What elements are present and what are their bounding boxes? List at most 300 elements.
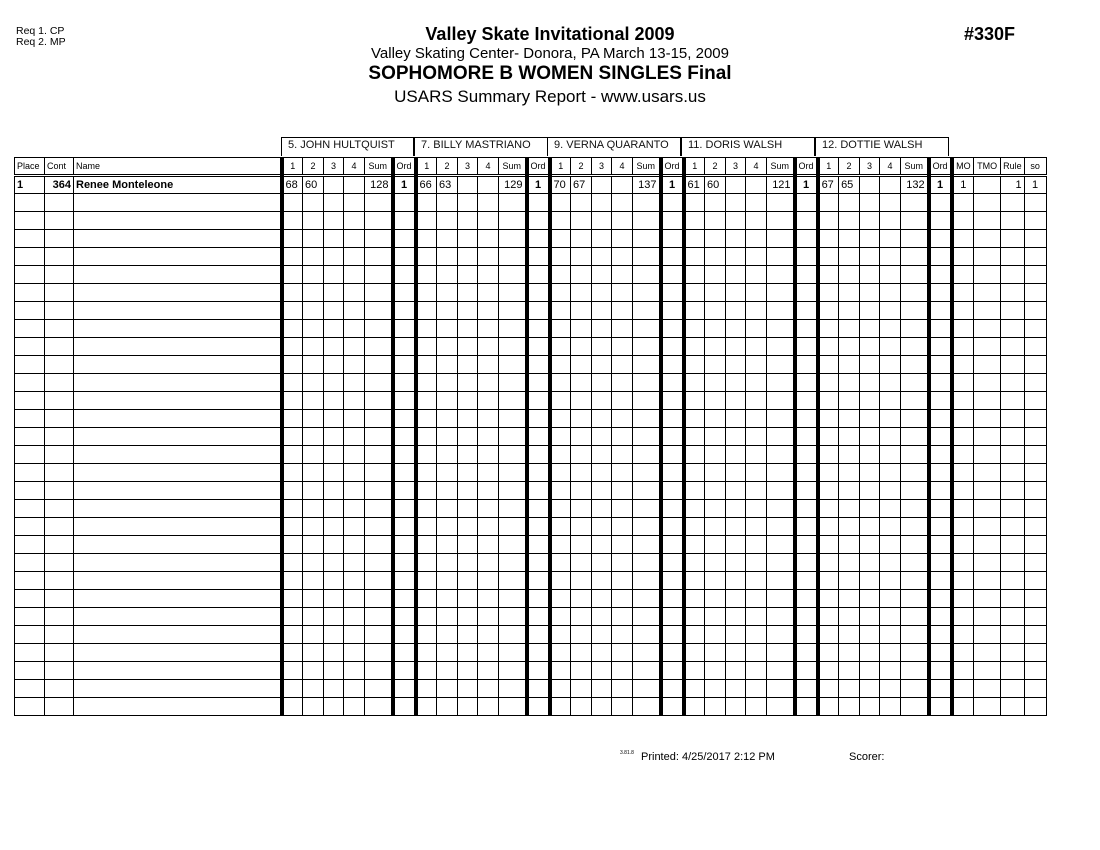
judge3-sum-cell bbox=[633, 500, 661, 518]
judge5-3-cell bbox=[860, 698, 880, 716]
rule-cell bbox=[1001, 302, 1025, 320]
judge3-ord-cell bbox=[661, 410, 684, 428]
judge2-sum-cell bbox=[499, 320, 527, 338]
tmo-cell bbox=[974, 248, 1001, 266]
judge1-3-cell bbox=[324, 356, 344, 374]
judge1-sum-cell bbox=[365, 536, 393, 554]
judge1-sum-cell bbox=[365, 284, 393, 302]
judge4-sum-cell bbox=[767, 644, 795, 662]
judge3-1-cell bbox=[550, 356, 571, 374]
judge2-1-cell bbox=[416, 212, 437, 230]
rule-cell bbox=[1001, 392, 1025, 410]
mo-cell bbox=[952, 626, 974, 644]
judge1-ord-cell bbox=[393, 392, 416, 410]
judge5-sum-cell bbox=[901, 248, 929, 266]
judge3-ord-cell bbox=[661, 356, 684, 374]
judge1-3-cell bbox=[324, 644, 344, 662]
judge2-4-cell bbox=[478, 680, 499, 698]
judge3-2-cell bbox=[571, 194, 592, 212]
judge5-ord-cell bbox=[929, 626, 952, 644]
judge1-2-cell bbox=[303, 644, 324, 662]
judge3-4-cell bbox=[612, 176, 633, 194]
judge4-sum-cell bbox=[767, 428, 795, 446]
judge4-4-cell bbox=[746, 266, 767, 284]
judge1-4-cell bbox=[344, 554, 365, 572]
table-row bbox=[15, 590, 1047, 608]
so-cell bbox=[1024, 356, 1046, 374]
mo-cell bbox=[952, 230, 974, 248]
judge2-ord-cell bbox=[527, 698, 550, 716]
judge1-2-cell bbox=[303, 338, 324, 356]
judge5-ord-cell bbox=[929, 428, 952, 446]
place-cell bbox=[15, 554, 45, 572]
tmo-cell bbox=[974, 464, 1001, 482]
judge1-2-cell bbox=[303, 698, 324, 716]
judge4-ord-cell bbox=[795, 500, 818, 518]
judge5-4-cell bbox=[880, 698, 901, 716]
judge4-4-cell bbox=[746, 392, 767, 410]
judge2-4-cell bbox=[478, 212, 499, 230]
judge4-3-cell bbox=[726, 572, 746, 590]
mo-cell bbox=[952, 698, 974, 716]
tmo-cell bbox=[974, 536, 1001, 554]
judge4-4-cell bbox=[746, 554, 767, 572]
judge4-4-cell bbox=[746, 428, 767, 446]
judge2-4-cell bbox=[478, 662, 499, 680]
judge5-3-cell bbox=[860, 356, 880, 374]
judge3-sum-cell bbox=[633, 698, 661, 716]
tmo-cell bbox=[974, 680, 1001, 698]
judge3-4-cell bbox=[612, 536, 633, 554]
judge3-3-cell bbox=[592, 266, 612, 284]
judge2-ord-cell bbox=[527, 248, 550, 266]
judge1-sum-cell bbox=[365, 572, 393, 590]
judge1-2-cell bbox=[303, 536, 324, 554]
mo-cell bbox=[952, 356, 974, 374]
judge4-4-cell bbox=[746, 410, 767, 428]
so-cell bbox=[1024, 626, 1046, 644]
so-cell bbox=[1024, 374, 1046, 392]
judge2-2-cell bbox=[437, 590, 458, 608]
judge3-1-cell bbox=[550, 428, 571, 446]
judge3-ord-cell bbox=[661, 446, 684, 464]
judge5-sum-cell bbox=[901, 266, 929, 284]
judge2-2-cell bbox=[437, 446, 458, 464]
judge4-2-cell bbox=[705, 698, 726, 716]
judge4-2-cell bbox=[705, 626, 726, 644]
judge3-4-cell bbox=[612, 500, 633, 518]
judge1-1-cell bbox=[282, 554, 303, 572]
judge1-sum-cell bbox=[365, 500, 393, 518]
judge2-ord-cell bbox=[527, 392, 550, 410]
judge2-sum-cell bbox=[499, 662, 527, 680]
judge5-3-cell bbox=[860, 194, 880, 212]
judge3-3-cell bbox=[592, 518, 612, 536]
table-row bbox=[15, 662, 1047, 680]
table-row bbox=[15, 464, 1047, 482]
judge5-sum-cell bbox=[901, 626, 929, 644]
judge2-3-cell bbox=[458, 410, 478, 428]
judge4-ord-cell bbox=[795, 320, 818, 338]
col-header-judge3-4: 4 bbox=[612, 158, 633, 176]
judge1-ord-cell bbox=[393, 482, 416, 500]
judge1-3-cell bbox=[324, 518, 344, 536]
judge1-1-cell bbox=[282, 320, 303, 338]
judge1-4-cell bbox=[344, 608, 365, 626]
judge1-3-cell bbox=[324, 428, 344, 446]
judge5-2-cell bbox=[839, 284, 860, 302]
judge2-ord-cell bbox=[527, 554, 550, 572]
so-cell bbox=[1024, 428, 1046, 446]
judge2-4-cell bbox=[478, 608, 499, 626]
judge4-ord-cell bbox=[795, 680, 818, 698]
judge3-4-cell bbox=[612, 284, 633, 302]
judge4-1-cell bbox=[684, 698, 705, 716]
judge3-ord-cell bbox=[661, 230, 684, 248]
judge2-2-cell bbox=[437, 554, 458, 572]
judge2-sum-cell bbox=[499, 266, 527, 284]
judge3-4-cell bbox=[612, 482, 633, 500]
judge5-4-cell bbox=[880, 590, 901, 608]
judge2-2-cell bbox=[437, 500, 458, 518]
judge4-sum-cell bbox=[767, 536, 795, 554]
judge3-ord-cell bbox=[661, 680, 684, 698]
judge4-3-cell bbox=[726, 230, 746, 248]
judge2-2-cell bbox=[437, 644, 458, 662]
judge3-sum-cell bbox=[633, 536, 661, 554]
name-cell bbox=[74, 608, 282, 626]
judge2-1-cell bbox=[416, 500, 437, 518]
judge2-4-cell bbox=[478, 356, 499, 374]
so-cell bbox=[1024, 536, 1046, 554]
judge2-4-cell bbox=[478, 194, 499, 212]
judge3-sum-cell bbox=[633, 644, 661, 662]
judge2-2-cell bbox=[437, 536, 458, 554]
judge4-1-cell bbox=[684, 410, 705, 428]
judge2-2-cell bbox=[437, 518, 458, 536]
judge5-2-cell bbox=[839, 230, 860, 248]
judge4-1-cell bbox=[684, 518, 705, 536]
judge3-2-cell bbox=[571, 266, 592, 284]
judge4-ord-cell: 1 bbox=[795, 176, 818, 194]
judge4-1-cell bbox=[684, 464, 705, 482]
judge4-4-cell bbox=[746, 320, 767, 338]
judge5-4-cell bbox=[880, 356, 901, 374]
judge5-3-cell bbox=[860, 374, 880, 392]
judge3-2-cell bbox=[571, 482, 592, 500]
judge5-3-cell bbox=[860, 248, 880, 266]
so-cell bbox=[1024, 338, 1046, 356]
judge5-sum-cell bbox=[901, 698, 929, 716]
judge3-ord-cell bbox=[661, 464, 684, 482]
judge2-ord-cell bbox=[527, 500, 550, 518]
judge1-ord-cell bbox=[393, 518, 416, 536]
place-cell bbox=[15, 662, 45, 680]
judge4-sum-cell bbox=[767, 608, 795, 626]
table-row bbox=[15, 248, 1047, 266]
judge5-3-cell bbox=[860, 536, 880, 554]
judge4-ord-cell bbox=[795, 608, 818, 626]
judge3-4-cell bbox=[612, 662, 633, 680]
judge3-1-cell bbox=[550, 554, 571, 572]
judge5-3-cell bbox=[860, 428, 880, 446]
judge3-2-cell bbox=[571, 374, 592, 392]
judge1-2-cell bbox=[303, 608, 324, 626]
cont-cell bbox=[45, 464, 74, 482]
judge5-sum-cell bbox=[901, 356, 929, 374]
cont-cell bbox=[45, 536, 74, 554]
table-row bbox=[15, 194, 1047, 212]
judge1-sum-cell bbox=[365, 374, 393, 392]
judge5-ord-cell bbox=[929, 554, 952, 572]
judge2-2-cell bbox=[437, 302, 458, 320]
judge3-2-cell bbox=[571, 410, 592, 428]
judge3-3-cell bbox=[592, 410, 612, 428]
judge4-3-cell bbox=[726, 338, 746, 356]
judge1-1-cell bbox=[282, 266, 303, 284]
judge3-ord-cell bbox=[661, 608, 684, 626]
judge3-1-cell bbox=[550, 482, 571, 500]
judge2-1-cell bbox=[416, 320, 437, 338]
judge1-sum-cell bbox=[365, 590, 393, 608]
judge5-4-cell bbox=[880, 266, 901, 284]
judge3-ord-cell bbox=[661, 662, 684, 680]
judge2-sum-cell bbox=[499, 554, 527, 572]
judge4-4-cell bbox=[746, 500, 767, 518]
judge3-1-cell bbox=[550, 518, 571, 536]
place-cell bbox=[15, 644, 45, 662]
judge3-1-cell bbox=[550, 698, 571, 716]
judge4-ord-cell bbox=[795, 446, 818, 464]
judge5-1-cell bbox=[818, 590, 839, 608]
rule-cell bbox=[1001, 446, 1025, 464]
judge2-1-cell bbox=[416, 554, 437, 572]
judge1-ord-cell bbox=[393, 230, 416, 248]
judge2-sum-cell bbox=[499, 482, 527, 500]
judge1-1-cell bbox=[282, 680, 303, 698]
judge4-ord-cell bbox=[795, 572, 818, 590]
mo-cell bbox=[952, 248, 974, 266]
tmo-cell bbox=[974, 482, 1001, 500]
judge2-3-cell bbox=[458, 302, 478, 320]
cont-cell: 364 bbox=[45, 176, 74, 194]
judge5-1-cell bbox=[818, 392, 839, 410]
judge3-ord-cell bbox=[661, 266, 684, 284]
report-subtitle: USARS Summary Report - www.usars.us bbox=[394, 87, 706, 106]
judge3-ord-cell bbox=[661, 392, 684, 410]
judge1-ord-cell bbox=[393, 608, 416, 626]
judge2-1-cell bbox=[416, 608, 437, 626]
judge2-4-cell bbox=[478, 248, 499, 266]
judge2-4-cell bbox=[478, 644, 499, 662]
judge4-1-cell bbox=[684, 392, 705, 410]
judge2-1-cell bbox=[416, 536, 437, 554]
judge1-2-cell bbox=[303, 284, 324, 302]
judge4-sum-cell bbox=[767, 464, 795, 482]
judge1-1-cell bbox=[282, 428, 303, 446]
place-cell bbox=[15, 698, 45, 716]
judge4-1-cell bbox=[684, 536, 705, 554]
judge4-1-cell bbox=[684, 248, 705, 266]
judge4-1-cell bbox=[684, 374, 705, 392]
mo-cell bbox=[952, 464, 974, 482]
judge2-1-cell bbox=[416, 644, 437, 662]
judge5-ord-cell bbox=[929, 482, 952, 500]
judge2-1-cell: 66 bbox=[416, 176, 437, 194]
judge3-ord-cell bbox=[661, 572, 684, 590]
judge5-4-cell bbox=[880, 554, 901, 572]
judge5-ord-cell bbox=[929, 302, 952, 320]
col-header-judge3-1: 1 bbox=[550, 158, 571, 176]
judge4-sum-cell bbox=[767, 500, 795, 518]
rule-cell bbox=[1001, 374, 1025, 392]
judge1-1-cell bbox=[282, 356, 303, 374]
mo-cell bbox=[952, 392, 974, 410]
name-cell bbox=[74, 572, 282, 590]
judge5-sum-cell bbox=[901, 410, 929, 428]
mo-cell bbox=[952, 320, 974, 338]
judge5-3-cell bbox=[860, 572, 880, 590]
judge4-3-cell bbox=[726, 446, 746, 464]
judge1-3-cell bbox=[324, 194, 344, 212]
name-cell bbox=[74, 284, 282, 302]
judge5-sum-cell bbox=[901, 572, 929, 590]
judge5-2-cell bbox=[839, 194, 860, 212]
judge5-2-cell bbox=[839, 302, 860, 320]
mo-cell bbox=[952, 662, 974, 680]
judge3-sum-cell bbox=[633, 356, 661, 374]
judge4-sum-cell bbox=[767, 590, 795, 608]
tmo-cell bbox=[974, 698, 1001, 716]
judge1-sum-cell bbox=[365, 356, 393, 374]
judge2-2-cell bbox=[437, 662, 458, 680]
judge2-2-cell bbox=[437, 212, 458, 230]
judge4-2-cell: 60 bbox=[705, 176, 726, 194]
judge4-2-cell bbox=[705, 572, 726, 590]
judge2-ord-cell bbox=[527, 464, 550, 482]
judge1-4-cell bbox=[344, 698, 365, 716]
judge2-1-cell bbox=[416, 428, 437, 446]
judge2-4-cell bbox=[478, 266, 499, 284]
judge4-ord-cell bbox=[795, 374, 818, 392]
judge1-ord-cell bbox=[393, 428, 416, 446]
judge1-3-cell bbox=[324, 554, 344, 572]
judge2-2-cell bbox=[437, 392, 458, 410]
judge5-4-cell bbox=[880, 482, 901, 500]
competition-title: Valley Skate Invitational 2009 bbox=[425, 24, 675, 44]
table-row bbox=[15, 698, 1047, 716]
name-cell bbox=[74, 446, 282, 464]
judge2-1-cell bbox=[416, 374, 437, 392]
tmo-cell bbox=[974, 194, 1001, 212]
judge5-1-cell bbox=[818, 608, 839, 626]
place-cell bbox=[15, 338, 45, 356]
so-cell bbox=[1024, 266, 1046, 284]
judge4-ord-cell bbox=[795, 338, 818, 356]
judge5-4-cell bbox=[880, 500, 901, 518]
judge2-4-cell bbox=[478, 572, 499, 590]
judge3-sum-cell bbox=[633, 572, 661, 590]
judge4-ord-cell bbox=[795, 554, 818, 572]
judge3-2-cell bbox=[571, 572, 592, 590]
judge5-4-cell bbox=[880, 248, 901, 266]
judge2-ord-cell bbox=[527, 536, 550, 554]
judge2-4-cell bbox=[478, 392, 499, 410]
so-cell bbox=[1024, 500, 1046, 518]
judge4-2-cell bbox=[705, 644, 726, 662]
judge1-3-cell bbox=[324, 698, 344, 716]
venue-line: Valley Skating Center- Donora, PA March 13-15, 2009 bbox=[371, 45, 729, 62]
judge5-1-cell bbox=[818, 410, 839, 428]
judge1-2-cell bbox=[303, 446, 324, 464]
judge1-ord-cell bbox=[393, 680, 416, 698]
judge2-2-cell bbox=[437, 320, 458, 338]
so-cell bbox=[1024, 248, 1046, 266]
judge5-ord-cell bbox=[929, 698, 952, 716]
judge4-ord-cell bbox=[795, 662, 818, 680]
table-row bbox=[15, 338, 1047, 356]
judge3-1-cell bbox=[550, 608, 571, 626]
judge1-3-cell bbox=[324, 482, 344, 500]
judge2-1-cell bbox=[416, 518, 437, 536]
judge2-1-cell bbox=[416, 680, 437, 698]
judge2-2-cell bbox=[437, 428, 458, 446]
judge3-4-cell bbox=[612, 248, 633, 266]
col-header-judge1-4: 4 bbox=[344, 158, 365, 176]
so-cell bbox=[1024, 572, 1046, 590]
judge4-ord-cell bbox=[795, 356, 818, 374]
judge5-2-cell bbox=[839, 248, 860, 266]
judge4-sum-cell bbox=[767, 230, 795, 248]
judge1-1-cell bbox=[282, 536, 303, 554]
table-row bbox=[15, 212, 1047, 230]
place-cell bbox=[15, 500, 45, 518]
judge3-1-cell bbox=[550, 644, 571, 662]
judge2-2-cell bbox=[437, 608, 458, 626]
judge3-ord-cell bbox=[661, 698, 684, 716]
judge4-1-cell bbox=[684, 572, 705, 590]
judge5-1-cell bbox=[818, 248, 839, 266]
judge2-4-cell bbox=[478, 428, 499, 446]
judge4-3-cell bbox=[726, 284, 746, 302]
judge2-2-cell bbox=[437, 374, 458, 392]
mo-cell bbox=[952, 554, 974, 572]
judge1-2-cell bbox=[303, 626, 324, 644]
name-cell bbox=[74, 410, 282, 428]
judge4-sum-cell bbox=[767, 554, 795, 572]
judge4-sum-cell bbox=[767, 356, 795, 374]
place-cell bbox=[15, 464, 45, 482]
judge1-1-cell bbox=[282, 248, 303, 266]
judge4-3-cell bbox=[726, 536, 746, 554]
judge1-sum-cell bbox=[365, 392, 393, 410]
judge1-2-cell bbox=[303, 500, 324, 518]
judge3-sum-cell bbox=[633, 464, 661, 482]
judge1-3-cell bbox=[324, 320, 344, 338]
judge4-2-cell bbox=[705, 392, 726, 410]
judge5-3-cell bbox=[860, 626, 880, 644]
judge3-2-cell: 67 bbox=[571, 176, 592, 194]
col-header-judge5-sum: Sum bbox=[901, 158, 929, 176]
judge1-4-cell bbox=[344, 446, 365, 464]
judge2-ord-cell bbox=[527, 446, 550, 464]
judge2-3-cell bbox=[458, 338, 478, 356]
judge1-3-cell bbox=[324, 464, 344, 482]
name-cell bbox=[74, 374, 282, 392]
judge4-sum-cell bbox=[767, 338, 795, 356]
judge1-sum-cell bbox=[365, 194, 393, 212]
judge5-2-cell bbox=[839, 356, 860, 374]
